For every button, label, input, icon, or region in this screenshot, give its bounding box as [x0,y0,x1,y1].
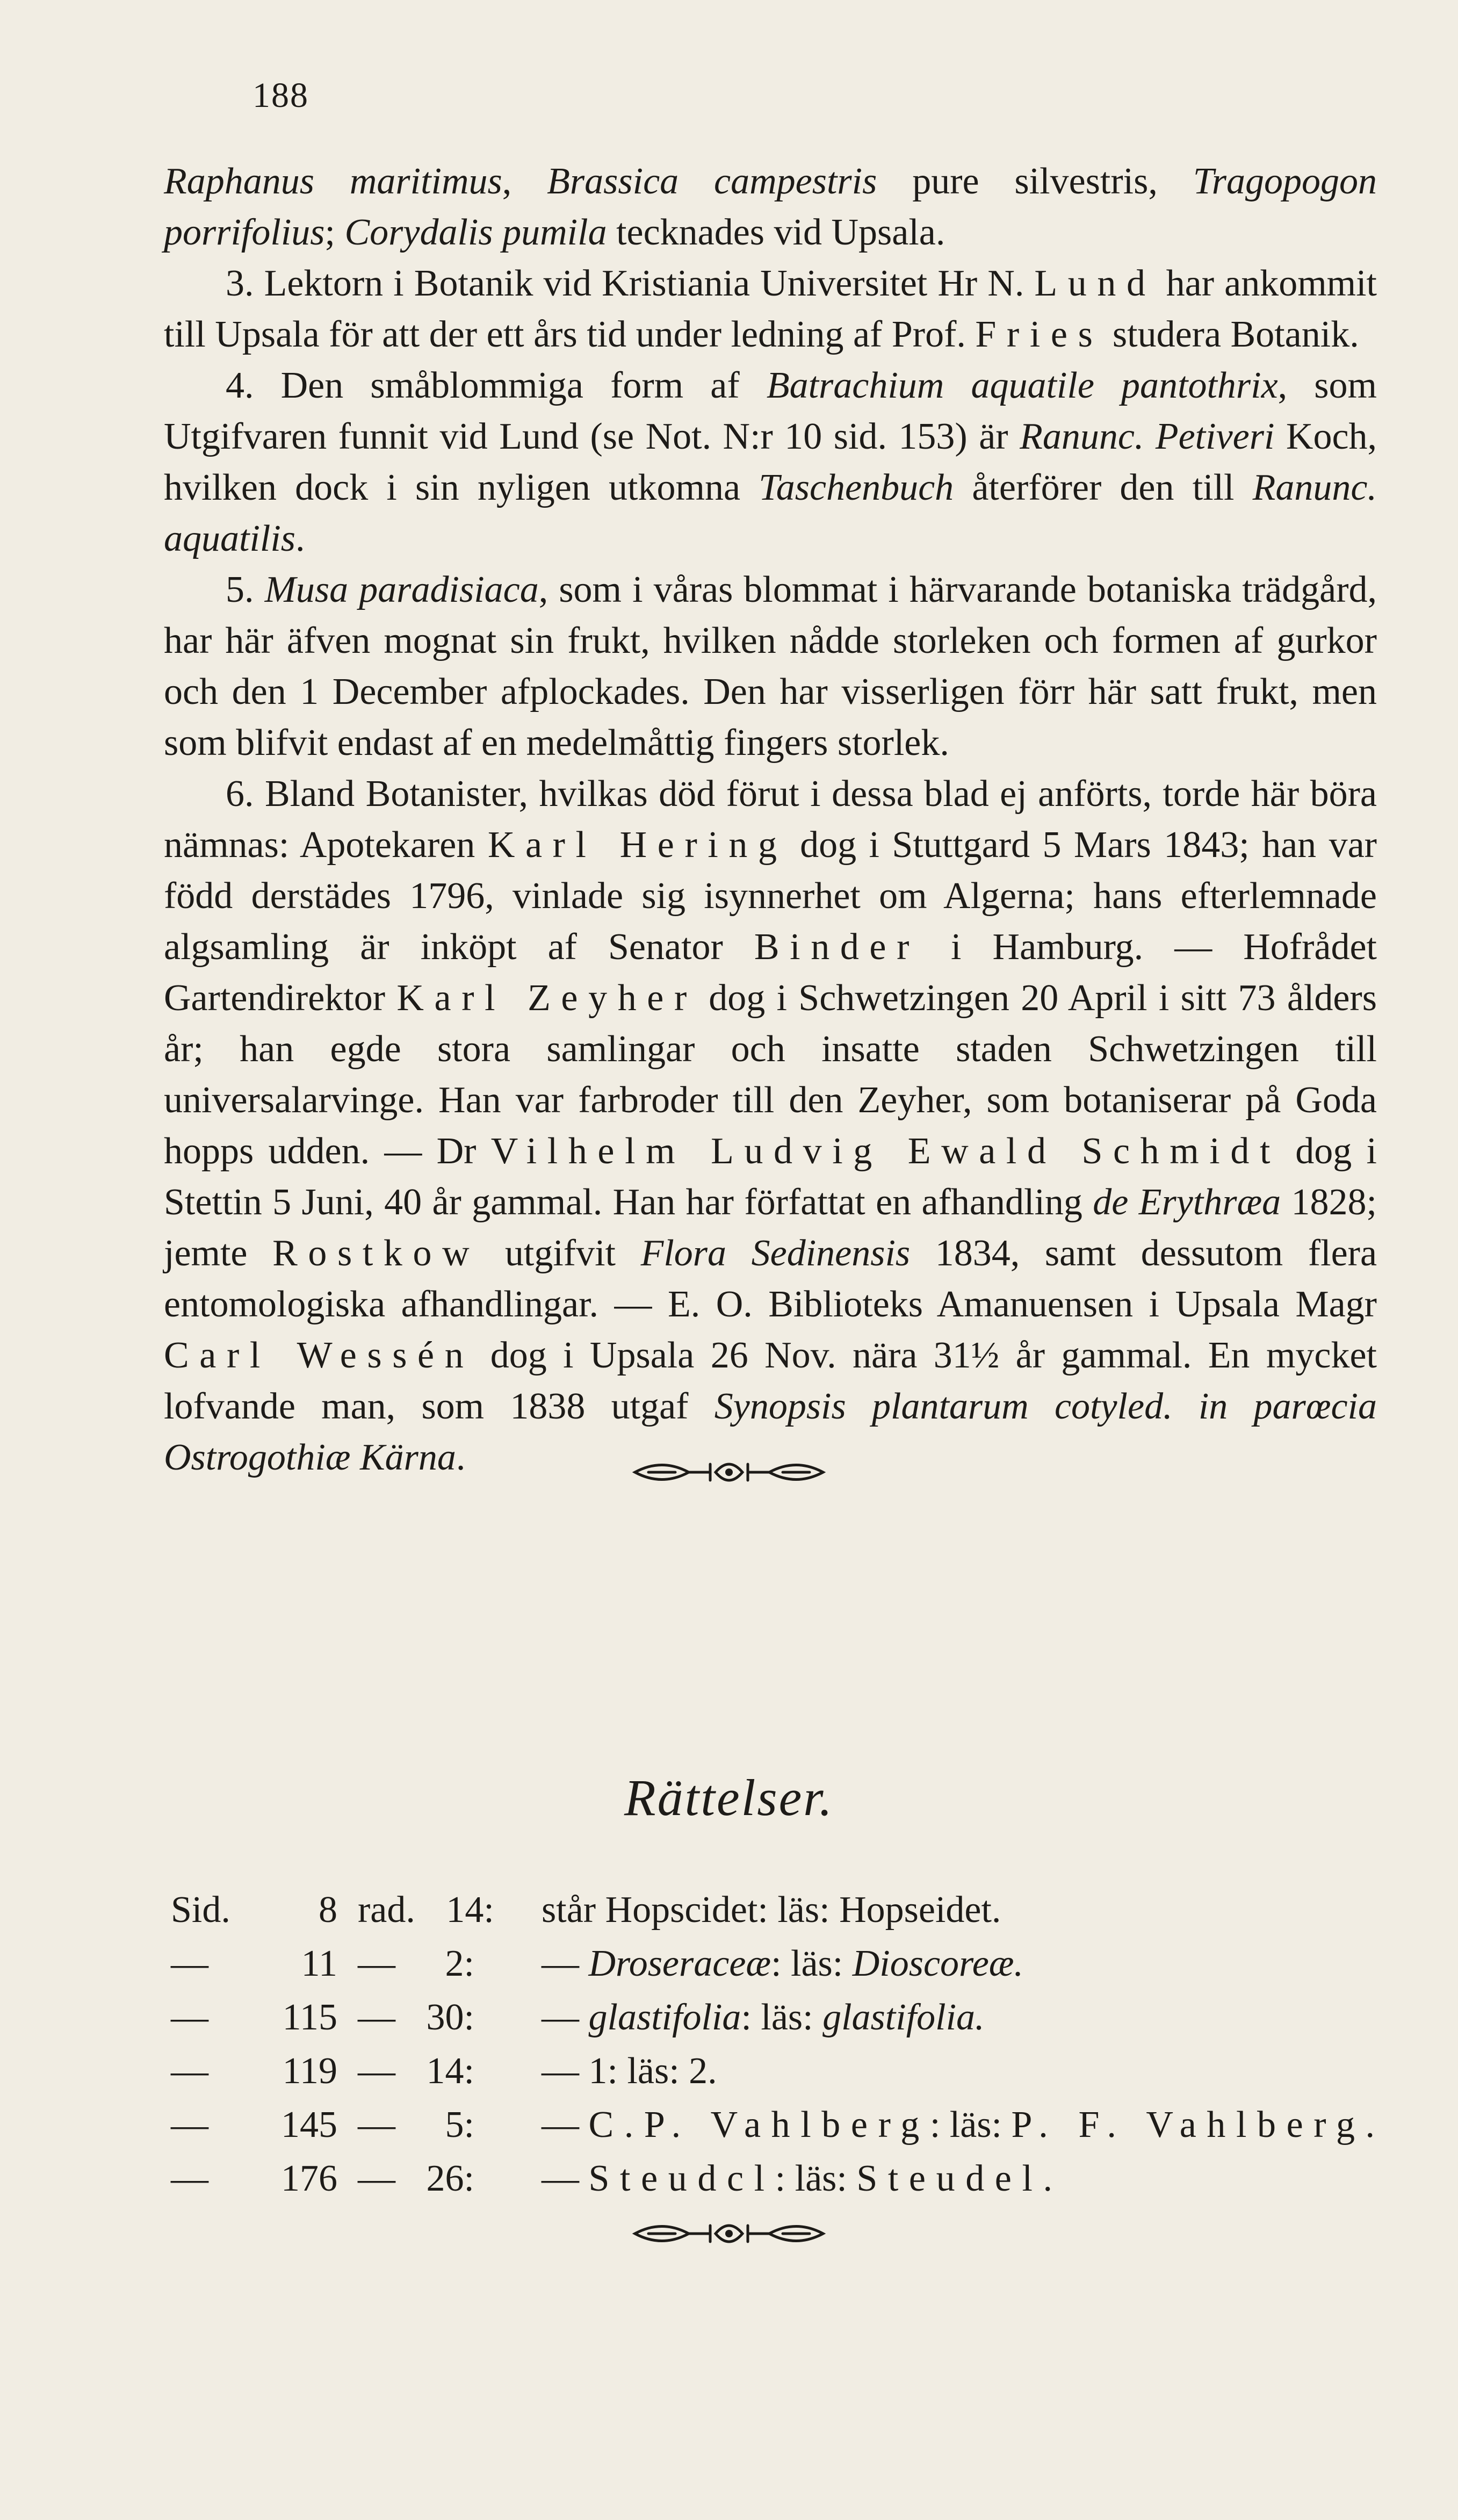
text-run: dog i Schwetzingen 20 April i sitt 73 ålders år; han egde stora samlingar och insatte staden Schwetzingen till universalarvinge. Han var farbroder till den Zeyher, som botaniserar på Goda hopps udden. — Dr [164,977,1377,1172]
ditto-dash: — [171,1943,208,1984]
italic-term: Taschenbuch [759,467,954,508]
text-run: 6. Bland Botanister, hvilkas död förut i dessa blad ej anförts, torde här böra nämnas: Apotekaren [164,773,1377,866]
text-run: utgifvit [480,1233,641,1274]
text-run: ; [324,212,345,253]
ditto-dash: — [542,1997,579,2038]
paragraph [164,258,1377,360]
text-run: studera Botanik. [1103,314,1359,355]
erroneous-text: Steudcl [588,2158,775,2199]
page-ref: 115 [282,1997,337,2038]
spaced-name: Binder [754,926,920,968]
page-label: Sid. [171,1889,230,1931]
row-ref: 2 [445,1943,464,1984]
errata-row: — 11 — 2: — Droseraceæ: läs: Dioscoreæ. [171,1943,1023,1984]
ditto-dash: — [358,2104,395,2145]
page-ref: 119 [282,2050,337,2092]
text-run: , som i våras blommat i härvarande botaniska trädgård, har här äfven mognat sin frukt, hvilken nådde storleken och formen af gurkor och den 1 December afplockades. Den har visserligen förr här satt frukt, men som blifvit endast af en medelmåttig fingers storlek. [164,569,1377,764]
ditto-dash: — [542,1943,579,1984]
italic-term: Ranunc. aquatilis [164,467,1377,559]
italic-term: Synopsis plantarum cotyled. in parœcia Ostrogothiæ Kärna [164,1386,1377,1478]
italic-term: Batrachium aquatile pantothrix [766,365,1278,406]
row-ref: 14 [426,2050,464,2092]
page-ref: 11 [301,1943,337,1984]
read-label: läs: [761,1997,813,2038]
ditto-dash: — [171,2104,208,2145]
text-run: återförer den till [954,467,1253,508]
row-ref: 26 [426,2158,464,2199]
spaced-name: Karl Hering [487,824,788,866]
ditto-dash: — [542,2104,579,2145]
text-run: dog i Upsala 26 Nov. nära 31½ år gammal. En mycket lofvande man, som 1838 utgaf [164,1335,1377,1427]
ditto-dash: — [358,2158,395,2199]
read-label: läs: [627,2050,680,2092]
corrected-text: 2. [689,2050,717,2092]
ditto-dash: — [171,2158,208,2199]
erroneous-text: 1 [588,2050,608,2092]
paragraph [164,564,1377,768]
row-ref: 5 [445,2104,464,2145]
text-run: 1834, samt dessutom flera entomologiska afhandlingar. — E. O. Biblioteks Amanuensen i Upsala Magr [164,1233,1377,1325]
text-run: 3. Lektorn i Botanik vid Kristiania Universitet Hr N. [226,263,1035,304]
italic-term: Brassica campestris [547,161,877,202]
corrected-text: P. F. Vahlberg. [1011,2104,1385,2145]
errata-row: — 145 — 5: — C.P. Vahlberg: läs: P. F. Vahlberg. [171,2104,1385,2145]
row-ref: 14 [446,1889,484,1931]
ornament-divider-bottom [630,2215,828,2252]
text-run: . [456,1437,466,1478]
errata-table [171,1883,1385,2206]
text-run: 4. Den småblommiga form af [226,365,767,406]
erroneous-text: Droseraceæ [588,1943,771,1984]
ditto-dash: — [358,1943,395,1984]
ornament-icon [630,2215,828,2252]
spaced-name: Carl Wessén [164,1335,474,1376]
italic-term: Raphanus maritimus [164,161,502,202]
italic-term: Flora Sedinensis [640,1233,911,1274]
text-run: 1828; jemte [164,1182,1377,1274]
ditto-dash: — [542,2050,579,2092]
ornament-divider-top [630,1453,828,1491]
errata-row: — 115 — 30: — glastifolia: läs: glastifolia. [171,1997,985,2038]
text-run: . [295,518,305,559]
italic-term: de Erythræa [1093,1182,1281,1223]
page-ref: 8 [319,1889,337,1931]
erroneous-text: står Hopscidet [542,1889,758,1931]
spaced-name: Karl Zeyher [396,977,697,1019]
italic-term: Ranunc. Petiveri [1020,416,1275,457]
corrected-text: Dioscoreæ. [852,1943,1023,1984]
text-run: dog i Stettin 5 Juni, 40 år gammal. Han har författat en afhandling [164,1131,1377,1223]
text-run: , [502,161,547,202]
erroneous-text: glastifolia [588,1997,741,2038]
paragraph [164,156,1377,258]
page-ref: 176 [281,2158,337,2199]
row-label: rad. [358,1889,415,1931]
ditto-dash: — [542,2158,579,2199]
errata-row: — 176 — 26: — Steudcl: läs: Steudel. [171,2158,1063,2199]
corrected-text: Steudel. [856,2158,1063,2199]
ditto-dash: — [358,1997,395,2038]
errata-row: — 119 — 14: — 1: läs: 2. [171,2050,717,2092]
corrected-text: Hopseidet. [839,1889,1001,1931]
paragraph [164,360,1377,564]
text-run: i Hamburg. — Hofrådet Gartendirektor [164,926,1377,1019]
page-ref: 145 [281,2104,337,2145]
italic-term: Musa paradisiaca [264,569,539,610]
paragraph [164,768,1377,1483]
spaced-name: Rostkow [272,1233,480,1274]
text-run: dog i Stuttgard 5 Mars 1843; han var född derstädes 1796, vinlade sig isynnerhet om Algerna; hans efterlemnade algsamling är inköpt af Senator [164,824,1377,968]
page-number: 188 [252,76,309,115]
row-ref: 30 [426,1997,464,2038]
read-label: läs: [791,1943,843,1984]
italic-term: Corydalis pumila [344,212,607,253]
read-label: läs: [795,2158,847,2199]
ditto-dash: — [171,1997,208,2038]
spaced-name: Lund [1034,263,1156,304]
text-run: tecknades vid Upsala. [607,212,945,253]
text-run: har ankommit till Upsala för att der ett års tid under ledning af Prof. [164,263,1377,355]
ditto-dash: — [171,2050,208,2092]
italic-term: Tragopogon porrifolius [164,161,1377,253]
text-run: Koch, hvilken dock i sin nyligen utkomna [164,416,1377,508]
ornament-icon [630,1453,828,1491]
corrected-text: glastifolia. [822,1997,985,2038]
errata-title: Rättelser. [624,1769,834,1826]
text-run: , som Utgifvaren funnit vid Lund (se Not. N:r 10 sid. 153) är [164,365,1377,457]
erroneous-text: C.P. Vahlberg [588,2104,930,2145]
errata-row: Sid. 8 rad. 14: står Hopscidet: läs: Hopseidet. [171,1889,1001,1931]
text-run: pure silvestris, [877,161,1193,202]
spaced-name: Fries [975,314,1103,355]
ditto-dash: — [358,2050,395,2092]
text-run: 5. [226,569,265,610]
body-text [164,156,1377,1483]
read-label: läs: [949,2104,1002,2145]
read-label: läs: [777,1889,830,1931]
spaced-name: Vilhelm Ludvig Ewald Schmidt [490,1131,1281,1172]
